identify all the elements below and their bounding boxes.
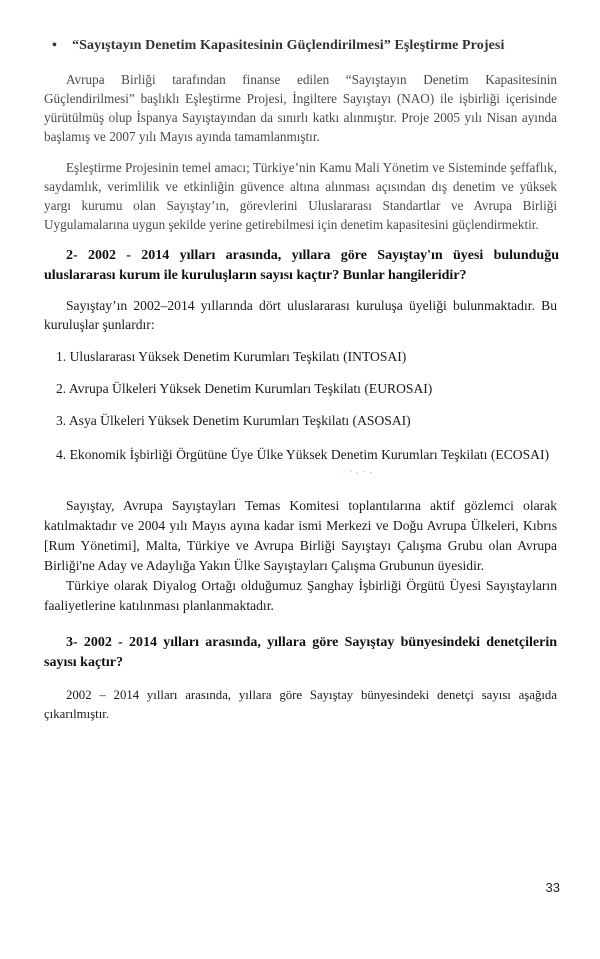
- question-3-answer: 2002 – 2014 yılları arasında, yıllara göre Sayıştay bünyesindeki denetçi sayısı aşağıda çıkarılmıştır.: [44, 688, 557, 721]
- question-3-heading: 3- 2002 - 2014 yılları arasında, yıllara göre Sayıştay bünyesindeki denetçilerin sayısı kaçtır?: [44, 635, 557, 670]
- paragraph-contact-committee: Sayıştay, Avrupa Sayıştayları Temas Komitesi toplantılarına aktif gözlemci olarak katılmaktadır ve 2004 yılı Mayıs ayına kadar ismi Merkezi ve Doğu Avrupa Ülkeleri, Kıbrıs [Rum Yönetimi], Malta, Türkiye ve Avrupa Birliği Sayıştayı Çalışma Grubu olan Avrupa Birliği'ne Aday ve Adaylığa Yakın Ülke Sayıştayları Çalışma Grubunun üyesidir.: [44, 498, 557, 573]
- list-item: 4. Ekonomik İşbirliği Örgütüne Üye Ülke Yüksek Denetim Kurumları Teşkilatı (ECOSAI): [56, 447, 550, 462]
- list-item: 2. Avrupa Ülkeleri Yüksek Denetim Kurumları Teşkilatı (EUROSAI): [56, 381, 433, 396]
- section-bullet-heading: [52, 38, 572, 54]
- list-item: 1. Uluslararası Yüksek Denetim Kurumları Teşkilatı (INTOSAI): [56, 349, 407, 364]
- paragraph-project-intro: Avrupa Birliği tarafından finanse edilen “Sayıştayın Denetim Kapasitesinin Güçlendirilmesi” başlıklı Eşleştirme Projesi, İngiltere Sayıştayı (NAO) ile işbirliği içerisinde yürütülmüş olup İspanya Sayıştayından da sınırlı katkı alınmıştır. Proje 2005 yılı Nisan ayında başlamış ve 2007 yılı Mayıs ayında tamamlanmıştır.: [44, 72, 557, 144]
- paragraph-shanghai: Türkiye olarak Diyalog Ortağı olduğumuz Şanghay İşbirliği Örgütü Üyesi Sayıştayların faaliyetlerine katılınması planlanmaktadır.: [44, 578, 557, 613]
- paragraph-project-aim: Eşleştirme Projesinin temel amacı; Türkiye’nin Kamu Mali Yönetim ve Sisteminde şeffaflık, saydamlık, verimlilik ve etkinliğin güvence altına alınması açısından dış denetim ve yüksek yargı kurumu olan Sayıştay’ın, görevlerini Uluslararası Standartlar ve Avrupa Birliği Uygulamalarına uygun şekilde yerine getirebilmesi için denetim kapasitesini güçlendirmektir.: [44, 160, 557, 232]
- question-2-answer: Sayıştay’ın 2002–2014 yıllarında dört uluslararası kuruluşa üyeliği bulunmaktadır. Bu kuruluşlar şunlardır:: [44, 298, 557, 332]
- page-number: 33: [545, 880, 560, 895]
- bullet-symbol: •: [52, 38, 58, 53]
- list-item: 3. Asya Ülkeleri Yüksek Denetim Kurumları Teşkilatı (ASOSAI): [56, 413, 411, 428]
- section-bullet-title: “Sayıştayın Denetim Kapasitesinin Güçlendirilmesi” Eşleştirme Projesi: [72, 38, 505, 53]
- scan-noise-mark: [341, 468, 375, 476]
- question-2-heading: 2- 2002 - 2014 yılları arasında, yıllara göre Sayıştay'ın üyesi bulunduğu uluslararası kurum ile kuruluşların sayısı kaçtır? Bunlar hangileridir?: [44, 248, 559, 283]
